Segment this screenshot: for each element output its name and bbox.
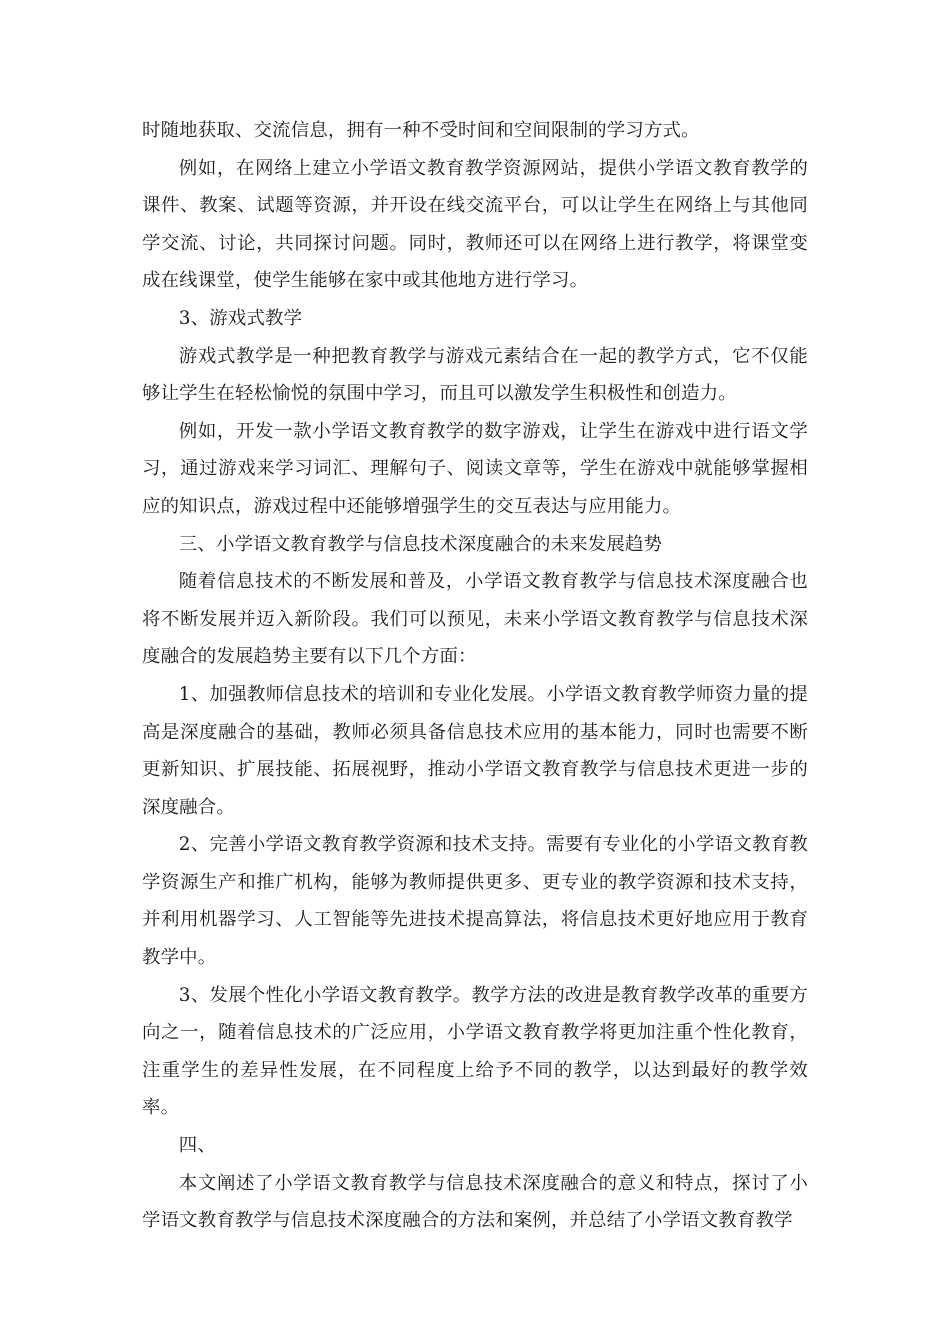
paragraph-future-intro: 随着信息技术的不断发展和普及，小学语文教育教学与信息技术深度融合也将不断发展并迈入新阶段。我们可以预见，未来小学语文教育教学与信息技术深度融合的发展趋势主要有以下几个方面：: [142, 571, 808, 668]
section-heading-four: 四、: [178, 1135, 216, 1157]
section-heading-game-teaching: 3、游戏式教学: [178, 307, 303, 329]
document-page: [142, 112, 808, 1240]
paragraph-game-teaching-intro: 游戏式教学是一种把教育教学与游戏元素结合在一起的教学方式，它不仅能够让学生在轻松愉悦的氛围中学习，而且可以激发学生积极性和创造力。: [142, 345, 808, 405]
paragraph-trend-3: 3、发展个性化小学语文教育教学。教学方法的改进是教育教学改革的重要方向之一，随着信息技术的广泛应用，小学语文教育教学将更加注重个性化教育，注重学生的差异性发展，在不同程度上给予不同的教学，以达到最好的教学效率。: [142, 984, 808, 1119]
paragraph-example-game: 例如，开发一款小学语文教育教学的数字游戏，让学生在游戏中进行语文学习，通过游戏来学习词汇、理解句子、阅读文章等，学生在游戏中就能够掌握相应的知识点，游戏过程中还能够增强学生的交互表达与应用能力。: [142, 420, 808, 517]
section-heading-future-trends: 三、小学语文教育教学与信息技术深度融合的未来发展趋势: [178, 533, 663, 555]
paragraph-continuation: 时随地获取、交流信息，拥有一种不受时间和空间限制的学习方式。: [142, 120, 700, 141]
paragraph-trend-2: 2、完善小学语文教育教学资源和技术支持。需要有专业化的小学语文教育教学资源生产和推广机构，能够为教师提供更多、更专业的教学资源和技术支持，并利用机器学习、人工智能等先进技术提高算法，将信息技术更好地应用于教育教学中。: [142, 834, 808, 969]
paragraph-trend-1: 1、加强教师信息技术的培训和专业化发展。小学语文教育教学师资力量的提高是深度融合的基础，教师必须具备信息技术应用的基本能力，同时也需要不断更新知识、扩展技能、拓展视野，推动小学语文教育教学与信息技术更进一步的深度融合。: [142, 683, 808, 818]
paragraph-conclusion: 本文阐述了小学语文教育教学与信息技术深度融合的意义和特点，探讨了小学语文教育教学与信息技术深度融合的方法和案例，并总结了小学语文教育教学: [142, 1172, 808, 1232]
paragraph-example-website: 例如，在网络上建立小学语文教育教学资源网站，提供小学语文教育教学的课件、教案、试题等资源，并开设在线交流平台，可以让学生在网络上与其他同学交流、讨论，共同探讨问题。同时，教师还可以在网络上进行教学，将课堂变成在线课堂，使学生能够在家中或其他地方进行学习。: [142, 157, 808, 292]
